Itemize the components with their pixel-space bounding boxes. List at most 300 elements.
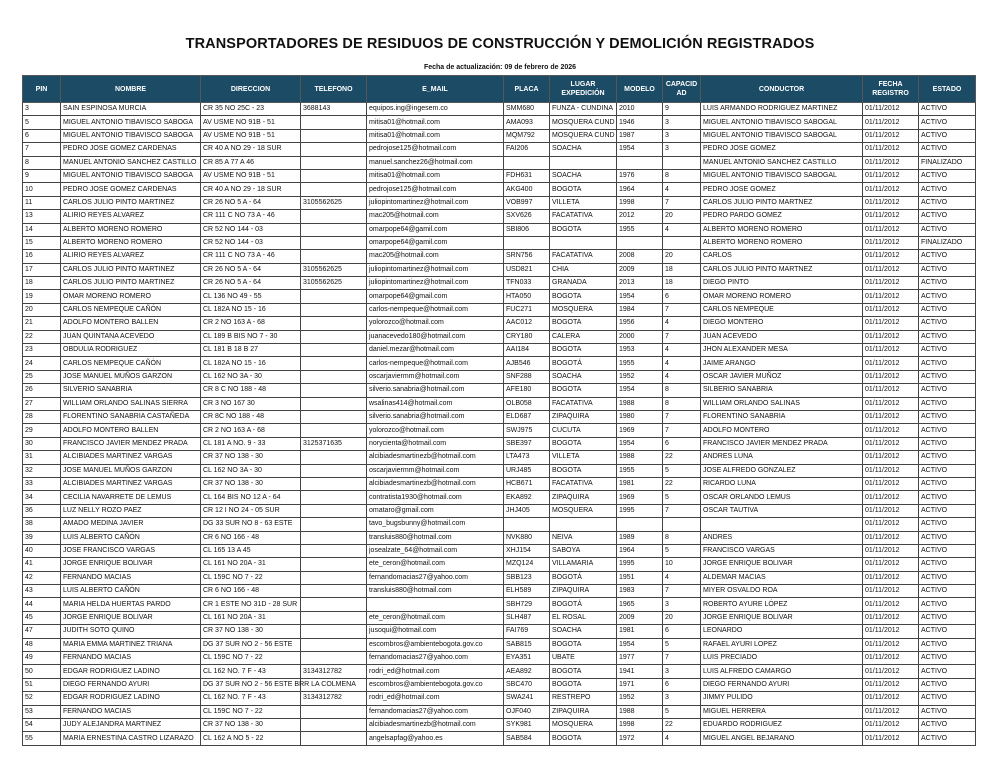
cell-placa: SBC470 (504, 678, 550, 691)
cell-capacidad: 20 (663, 611, 701, 624)
cell-direccion: CR 52 NO 144 - 03 (201, 223, 301, 236)
cell-pin: 25 (23, 370, 61, 383)
cell-lugar-expedicion: BOGOTA (550, 732, 617, 745)
table-row (23, 210, 976, 223)
cell-placa: FAI769 (504, 625, 550, 638)
cell-capacidad: 3 (663, 116, 701, 129)
cell-conductor: PEDRO JOSE GOMEZ (701, 183, 863, 196)
cell-fecha-registro: 01/11/2012 (863, 116, 919, 129)
cell-email: transluis880@hotmail.com (367, 531, 504, 544)
cell-conductor: ANDRES LUNA (701, 451, 863, 464)
cell-lugar-expedicion: RESTREPO (550, 692, 617, 705)
cell-pin: 13 (23, 210, 61, 223)
cell-conductor: CARLOS JULIO PINTO MARTNEZ (701, 263, 863, 276)
cell-pin: 16 (23, 250, 61, 263)
cell-pin: 14 (23, 223, 61, 236)
cell-modelo: 1981 (617, 477, 663, 490)
cell-placa: ELH589 (504, 585, 550, 598)
cell-placa: OLB058 (504, 397, 550, 410)
cell-nombre: ADOLFO MONTERO BALLEN (61, 424, 201, 437)
cell-telefono (301, 451, 367, 464)
cell-fecha-registro: 01/11/2012 (863, 290, 919, 303)
table-header-row (23, 76, 976, 103)
cell-email: mitisa01@hotmail.com (367, 169, 504, 182)
cell-email: contratista1930@hotmail.com (367, 491, 504, 504)
cell-estado: ACTIVO (919, 223, 976, 236)
cell-placa: AJB546 (504, 357, 550, 370)
cell-pin: 38 (23, 518, 61, 531)
cell-email: alcibiadesmartinezb@hotmail.com (367, 451, 504, 464)
cell-modelo: 1972 (617, 732, 663, 745)
cell-estado: ACTIVO (919, 210, 976, 223)
table-row (23, 732, 976, 745)
table-row (23, 611, 976, 624)
table-row (23, 169, 976, 182)
cell-pin: 19 (23, 290, 61, 303)
cell-estado: ACTIVO (919, 665, 976, 678)
cell-email: alcibiadesmartinezb@hotmail.com (367, 718, 504, 731)
cell-capacidad: 4 (663, 223, 701, 236)
cell-lugar-expedicion: FACATATIVA (550, 397, 617, 410)
cell-fecha-registro: 01/11/2012 (863, 531, 919, 544)
cell-conductor: MIGUEL HERRERA (701, 705, 863, 718)
cell-email: daniel.mezar@hotmail.com (367, 344, 504, 357)
cell-capacidad: 20 (663, 250, 701, 263)
cell-direccion: CL 181 A NO. 9 - 33 (201, 437, 301, 450)
cell-email: wsalinas414@hotmail.com (367, 397, 504, 410)
cell-modelo: 1984 (617, 303, 663, 316)
cell-direccion: CL 162 NO 3A - 30 (201, 464, 301, 477)
cell-fecha-registro: 01/11/2012 (863, 223, 919, 236)
cell-telefono: 3125371635 (301, 437, 367, 450)
cell-conductor: CARLOS JULIO PINTO MARTNEZ (701, 196, 863, 209)
cell-placa: SYK981 (504, 718, 550, 731)
cell-modelo: 1952 (617, 370, 663, 383)
cell-modelo: 1965 (617, 598, 663, 611)
cell-lugar-expedicion: MOSQUERA CUND (550, 129, 617, 142)
cell-pin: 54 (23, 718, 61, 731)
cell-telefono (301, 705, 367, 718)
cell-telefono (301, 116, 367, 129)
cell-telefono (301, 397, 367, 410)
cell-conductor: RICARDO LUNA (701, 477, 863, 490)
cell-telefono (301, 598, 367, 611)
column-header-placa: PLACA (504, 76, 550, 103)
cell-lugar-expedicion: MOSQUERA CUND (550, 116, 617, 129)
table-row (23, 665, 976, 678)
cell-pin: 23 (23, 344, 61, 357)
cell-modelo: 1969 (617, 491, 663, 504)
cell-conductor: JORGE ENRIQUE BOLIVAR (701, 558, 863, 571)
cell-fecha-registro: 01/11/2012 (863, 705, 919, 718)
cell-placa: URJ485 (504, 464, 550, 477)
cell-capacidad: 3 (663, 129, 701, 142)
cell-fecha-registro: 01/11/2012 (863, 330, 919, 343)
cell-capacidad: 4 (663, 183, 701, 196)
cell-modelo: 1951 (617, 571, 663, 584)
cell-estado: ACTIVO (919, 504, 976, 517)
cell-placa (504, 518, 550, 531)
cell-capacidad: 6 (663, 678, 701, 691)
cell-direccion: CL 162 NO. 7 F - 43 (201, 692, 301, 705)
cell-direccion: CL 181 B 18 B 27 (201, 344, 301, 357)
table-row (23, 196, 976, 209)
cell-nombre: PEDRO JOSE GOMEZ CARDENAS (61, 143, 201, 156)
cell-direccion: CR 26 NO 5 A - 64 (201, 196, 301, 209)
cell-modelo: 1954 (617, 290, 663, 303)
table-row (23, 129, 976, 142)
cell-nombre: ALBERTO MORENO ROMERO (61, 223, 201, 236)
table-row (23, 303, 976, 316)
cell-capacidad: 5 (663, 705, 701, 718)
table-row (23, 330, 976, 343)
table-row (23, 718, 976, 731)
cell-conductor: SILBERIO SANABRIA (701, 384, 863, 397)
cell-fecha-registro: 01/11/2012 (863, 732, 919, 745)
cell-nombre: MARIA HELDA HUERTAS PARDO (61, 598, 201, 611)
cell-capacidad: 5 (663, 464, 701, 477)
cell-nombre: JOSE MANUEL MUÑOS GARZON (61, 370, 201, 383)
cell-modelo: 2012 (617, 210, 663, 223)
cell-lugar-expedicion: BOGOTA (550, 317, 617, 330)
cell-nombre: FERNANDO MACIAS (61, 652, 201, 665)
cell-lugar-expedicion: BOGOTA (550, 464, 617, 477)
table-body (23, 103, 976, 746)
cell-estado: ACTIVO (919, 183, 976, 196)
cell-conductor: WILLIAM ORLANDO SALINAS (701, 397, 863, 410)
cell-estado: ACTIVO (919, 129, 976, 142)
cell-capacidad (663, 236, 701, 249)
cell-email: transluis880@hotmail.com (367, 585, 504, 598)
table-row (23, 156, 976, 169)
cell-placa: SXV626 (504, 210, 550, 223)
cell-telefono (301, 611, 367, 624)
cell-email: rodri_ed@hotmail.com (367, 665, 504, 678)
cell-estado: ACTIVO (919, 410, 976, 423)
cell-estado: ACTIVO (919, 116, 976, 129)
table-row (23, 518, 976, 531)
cell-direccion: CL 165 13 A 45 (201, 544, 301, 557)
cell-nombre: FERNANDO MACIAS (61, 705, 201, 718)
cell-placa: OJF040 (504, 705, 550, 718)
cell-conductor: MANUEL ANTONIO SANCHEZ CASTILLO (701, 156, 863, 169)
cell-telefono (301, 544, 367, 557)
cell-placa: AFE180 (504, 384, 550, 397)
cell-placa: SMM680 (504, 103, 550, 116)
cell-pin: 49 (23, 652, 61, 665)
cell-telefono: 3105562625 (301, 263, 367, 276)
cell-estado: FINALIZADO (919, 236, 976, 249)
table-row (23, 491, 976, 504)
cell-placa: NVK880 (504, 531, 550, 544)
cell-telefono (301, 638, 367, 651)
cell-placa: CRY180 (504, 330, 550, 343)
cell-modelo: 2008 (617, 250, 663, 263)
cell-placa: ELD687 (504, 410, 550, 423)
cell-capacidad (663, 518, 701, 531)
cell-conductor: OSCAR ORLANDO LEMUS (701, 491, 863, 504)
cell-direccion: AV USME NO 91B - 51 (201, 116, 301, 129)
cell-modelo: 1976 (617, 169, 663, 182)
cell-direccion: CL 159C NO 7 - 22 (201, 705, 301, 718)
cell-conductor: FRANCISCO JAVIER MENDEZ PRADA (701, 437, 863, 450)
cell-placa: TFN033 (504, 277, 550, 290)
cell-email: jusoqui@hotmail.com (367, 625, 504, 638)
cell-placa: SBB123 (504, 571, 550, 584)
cell-capacidad: 6 (663, 625, 701, 638)
cell-direccion: AV USME NO 91B - 51 (201, 169, 301, 182)
cell-estado: ACTIVO (919, 585, 976, 598)
table-row (23, 424, 976, 437)
table-row (23, 236, 976, 249)
cell-telefono (301, 317, 367, 330)
cell-lugar-expedicion: FACATATIVA (550, 477, 617, 490)
cell-email: juliopintomartinez@hotmail.com (367, 196, 504, 209)
cell-pin: 33 (23, 477, 61, 490)
cell-conductor: JAIME ARANGO (701, 357, 863, 370)
cell-nombre: LUZ NELLY ROZO PAEZ (61, 504, 201, 517)
cell-telefono (301, 303, 367, 316)
cell-modelo: 1988 (617, 705, 663, 718)
cell-lugar-expedicion: BOGOTA (550, 437, 617, 450)
cell-email: pedrojose125@hotmail.com (367, 183, 504, 196)
cell-telefono (301, 732, 367, 745)
cell-modelo: 1981 (617, 625, 663, 638)
cell-email: ete_ceron@hotmail.com (367, 611, 504, 624)
cell-fecha-registro: 01/11/2012 (863, 303, 919, 316)
cell-capacidad: 22 (663, 451, 701, 464)
cell-fecha-registro: 01/11/2012 (863, 598, 919, 611)
cell-estado: FINALIZADO (919, 156, 976, 169)
cell-estado: ACTIVO (919, 571, 976, 584)
cell-telefono (301, 370, 367, 383)
cell-nombre: MIGUEL ANTONIO TIBAVISCO SABOGA (61, 129, 201, 142)
table-row (23, 504, 976, 517)
cell-telefono (301, 491, 367, 504)
cell-telefono: 3105562625 (301, 196, 367, 209)
cell-modelo: 1988 (617, 397, 663, 410)
cell-direccion: CR 6 NO 166 - 48 (201, 585, 301, 598)
cell-email: juliopintomartinez@hotmail.com (367, 263, 504, 276)
cell-telefono (301, 625, 367, 638)
cell-estado: ACTIVO (919, 317, 976, 330)
cell-modelo: 1954 (617, 437, 663, 450)
cell-email (367, 598, 504, 611)
cell-telefono (301, 250, 367, 263)
cell-telefono (301, 718, 367, 731)
cell-pin: 39 (23, 531, 61, 544)
cell-placa: SBH729 (504, 598, 550, 611)
cell-telefono (301, 169, 367, 182)
cell-nombre: SILVERIO SANABRIA (61, 384, 201, 397)
cell-placa (504, 156, 550, 169)
cell-capacidad (663, 156, 701, 169)
cell-telefono (301, 652, 367, 665)
table-row (23, 263, 976, 276)
cell-email: omarpope64@gamil.com (367, 223, 504, 236)
cell-conductor: DIEGO MONTERO (701, 317, 863, 330)
cell-placa: SNF288 (504, 370, 550, 383)
cell-capacidad: 6 (663, 290, 701, 303)
cell-lugar-expedicion: BOGOTÁ (550, 598, 617, 611)
cell-telefono (301, 210, 367, 223)
cell-modelo: 1998 (617, 196, 663, 209)
cell-telefono (301, 344, 367, 357)
cell-direccion: CR 111 C NO 73 A - 46 (201, 210, 301, 223)
cell-estado: ACTIVO (919, 384, 976, 397)
cell-modelo: 1964 (617, 183, 663, 196)
cell-telefono (301, 156, 367, 169)
cell-conductor: JOSE ALFREDO GONZALEZ (701, 464, 863, 477)
cell-modelo: 1954 (617, 143, 663, 156)
cell-capacidad: 7 (663, 585, 701, 598)
cell-fecha-registro: 01/11/2012 (863, 397, 919, 410)
cell-lugar-expedicion: ZIPAQUIRA (550, 491, 617, 504)
cell-nombre: FLORENTINO SANABRIA CASTAÑEDA (61, 410, 201, 423)
cell-conductor: CARLOS (701, 250, 863, 263)
cell-lugar-expedicion: SOACHA (550, 169, 617, 182)
column-header-estado: ESTADO (919, 76, 976, 103)
table-row (23, 357, 976, 370)
cell-conductor (701, 518, 863, 531)
cell-telefono (301, 464, 367, 477)
cell-fecha-registro: 01/11/2012 (863, 277, 919, 290)
cell-placa: VOB997 (504, 196, 550, 209)
cell-pin: 26 (23, 384, 61, 397)
cell-placa: HCB671 (504, 477, 550, 490)
table-row (23, 692, 976, 705)
cell-telefono (301, 531, 367, 544)
cell-placa: EYA351 (504, 652, 550, 665)
cell-conductor: ADOLFO MONTERO (701, 424, 863, 437)
cell-capacidad: 5 (663, 491, 701, 504)
cell-fecha-registro: 01/11/2012 (863, 477, 919, 490)
cell-conductor: JUAN ACEVEDO (701, 330, 863, 343)
document-title: TRANSPORTADORES DE RESIDUOS DE CONSTRUCCIÓN Y DEMOLICIÓN REGISTRADOS (185, 36, 815, 52)
cell-estado: ACTIVO (919, 290, 976, 303)
cell-nombre: MIGUEL ANTONIO TIBAVISCO SABOGA (61, 169, 201, 182)
cell-estado: ACTIVO (919, 518, 976, 531)
cell-modelo: 2013 (617, 277, 663, 290)
cell-email: silverio.sanabria@hotmail.com (367, 384, 504, 397)
cell-conductor: LUIS ARMANDO RODRIGUEZ MARTINEZ (701, 103, 863, 116)
cell-modelo: 1995 (617, 504, 663, 517)
cell-direccion: CL 162 NO. 7 F - 43 (201, 665, 301, 678)
cell-pin: 36 (23, 504, 61, 517)
table-row (23, 410, 976, 423)
cell-telefono (301, 424, 367, 437)
cell-conductor: PEDRO PARDO GOMEZ (701, 210, 863, 223)
cell-lugar-expedicion: EL ROSAL (550, 611, 617, 624)
cell-email: pedrojose125@hotmail.com (367, 143, 504, 156)
table-row (23, 464, 976, 477)
cell-lugar-expedicion: BOGOTA (550, 678, 617, 691)
table-row (23, 250, 976, 263)
cell-lugar-expedicion: CHIA (550, 263, 617, 276)
cell-fecha-registro: 01/11/2012 (863, 464, 919, 477)
cell-capacidad: 5 (663, 544, 701, 557)
cell-direccion: CL 159C NO 7 - 22 (201, 571, 301, 584)
cell-pin: 50 (23, 665, 61, 678)
table-row (23, 598, 976, 611)
cell-direccion: CR 111 C NO 73 A - 46 (201, 250, 301, 263)
cell-estado: ACTIVO (919, 424, 976, 437)
cell-direccion: CL 161 NO 20A - 31 (201, 611, 301, 624)
cell-direccion: CL 162 NO 3A - 30 (201, 370, 301, 383)
cell-direccion: CR 37 NO 138 - 30 (201, 718, 301, 731)
cell-conductor: DIEGO FERNANDO AYURI (701, 678, 863, 691)
cell-placa: FDH631 (504, 169, 550, 182)
cell-telefono (301, 504, 367, 517)
cell-modelo (617, 156, 663, 169)
table-row (23, 397, 976, 410)
cell-lugar-expedicion: SABOYA (550, 544, 617, 557)
cell-pin: 30 (23, 437, 61, 450)
cell-estado: ACTIVO (919, 169, 976, 182)
cell-capacidad: 4 (663, 370, 701, 383)
cell-estado: ACTIVO (919, 625, 976, 638)
cell-nombre: FERNANDO MACIAS (61, 571, 201, 584)
cell-placa: FAI206 (504, 143, 550, 156)
table-row (23, 705, 976, 718)
cell-placa: MQM792 (504, 129, 550, 142)
cell-lugar-expedicion: FUNZA - CUNDINA (550, 103, 617, 116)
column-header-direccion: DIRECCION (201, 76, 301, 103)
cell-estado: ACTIVO (919, 732, 976, 745)
cell-estado: ACTIVO (919, 357, 976, 370)
cell-telefono (301, 585, 367, 598)
cell-email: oscarjaviermm@hotmail.com (367, 370, 504, 383)
cell-lugar-expedicion: MOSQUERA (550, 303, 617, 316)
cell-lugar-expedicion: BOGOTÁ (550, 571, 617, 584)
cell-placa: XHJ154 (504, 544, 550, 557)
cell-direccion: CL 136 NO 49 - 55 (201, 290, 301, 303)
cell-direccion: CR 3 NO 167 30 (201, 397, 301, 410)
cell-capacidad: 6 (663, 437, 701, 450)
table-row (23, 477, 976, 490)
table-row (23, 103, 976, 116)
cell-fecha-registro: 01/11/2012 (863, 143, 919, 156)
cell-lugar-expedicion: UBATE (550, 652, 617, 665)
cell-capacidad: 18 (663, 263, 701, 276)
cell-estado: ACTIVO (919, 277, 976, 290)
cell-pin: 24 (23, 357, 61, 370)
cell-fecha-registro: 01/11/2012 (863, 424, 919, 437)
cell-capacidad: 4 (663, 344, 701, 357)
cell-telefono (301, 290, 367, 303)
cell-pin: 40 (23, 544, 61, 557)
cell-conductor: LEONARDO (701, 625, 863, 638)
cell-fecha-registro: 01/11/2012 (863, 129, 919, 142)
cell-fecha-registro: 01/11/2012 (863, 451, 919, 464)
cell-fecha-registro: 01/11/2012 (863, 692, 919, 705)
cell-modelo: 1971 (617, 678, 663, 691)
cell-placa (504, 236, 550, 249)
cell-direccion: CR 40 A NO 29 - 18 SUR (201, 143, 301, 156)
cell-pin: 15 (23, 236, 61, 249)
cell-telefono (301, 410, 367, 423)
table-row (23, 437, 976, 450)
column-header-modelo: MODELO (617, 76, 663, 103)
cell-email: rodri_ed@hotmail.com (367, 692, 504, 705)
cell-nombre: LUIS ALBERTO CAÑÓN (61, 585, 201, 598)
cell-telefono (301, 477, 367, 490)
cell-modelo (617, 236, 663, 249)
cell-direccion: CR 8C NO 188 - 48 (201, 410, 301, 423)
cell-direccion: CR 37 NO 138 - 30 (201, 477, 301, 490)
cell-modelo: 1988 (617, 451, 663, 464)
cell-lugar-expedicion: SOACHA (550, 625, 617, 638)
